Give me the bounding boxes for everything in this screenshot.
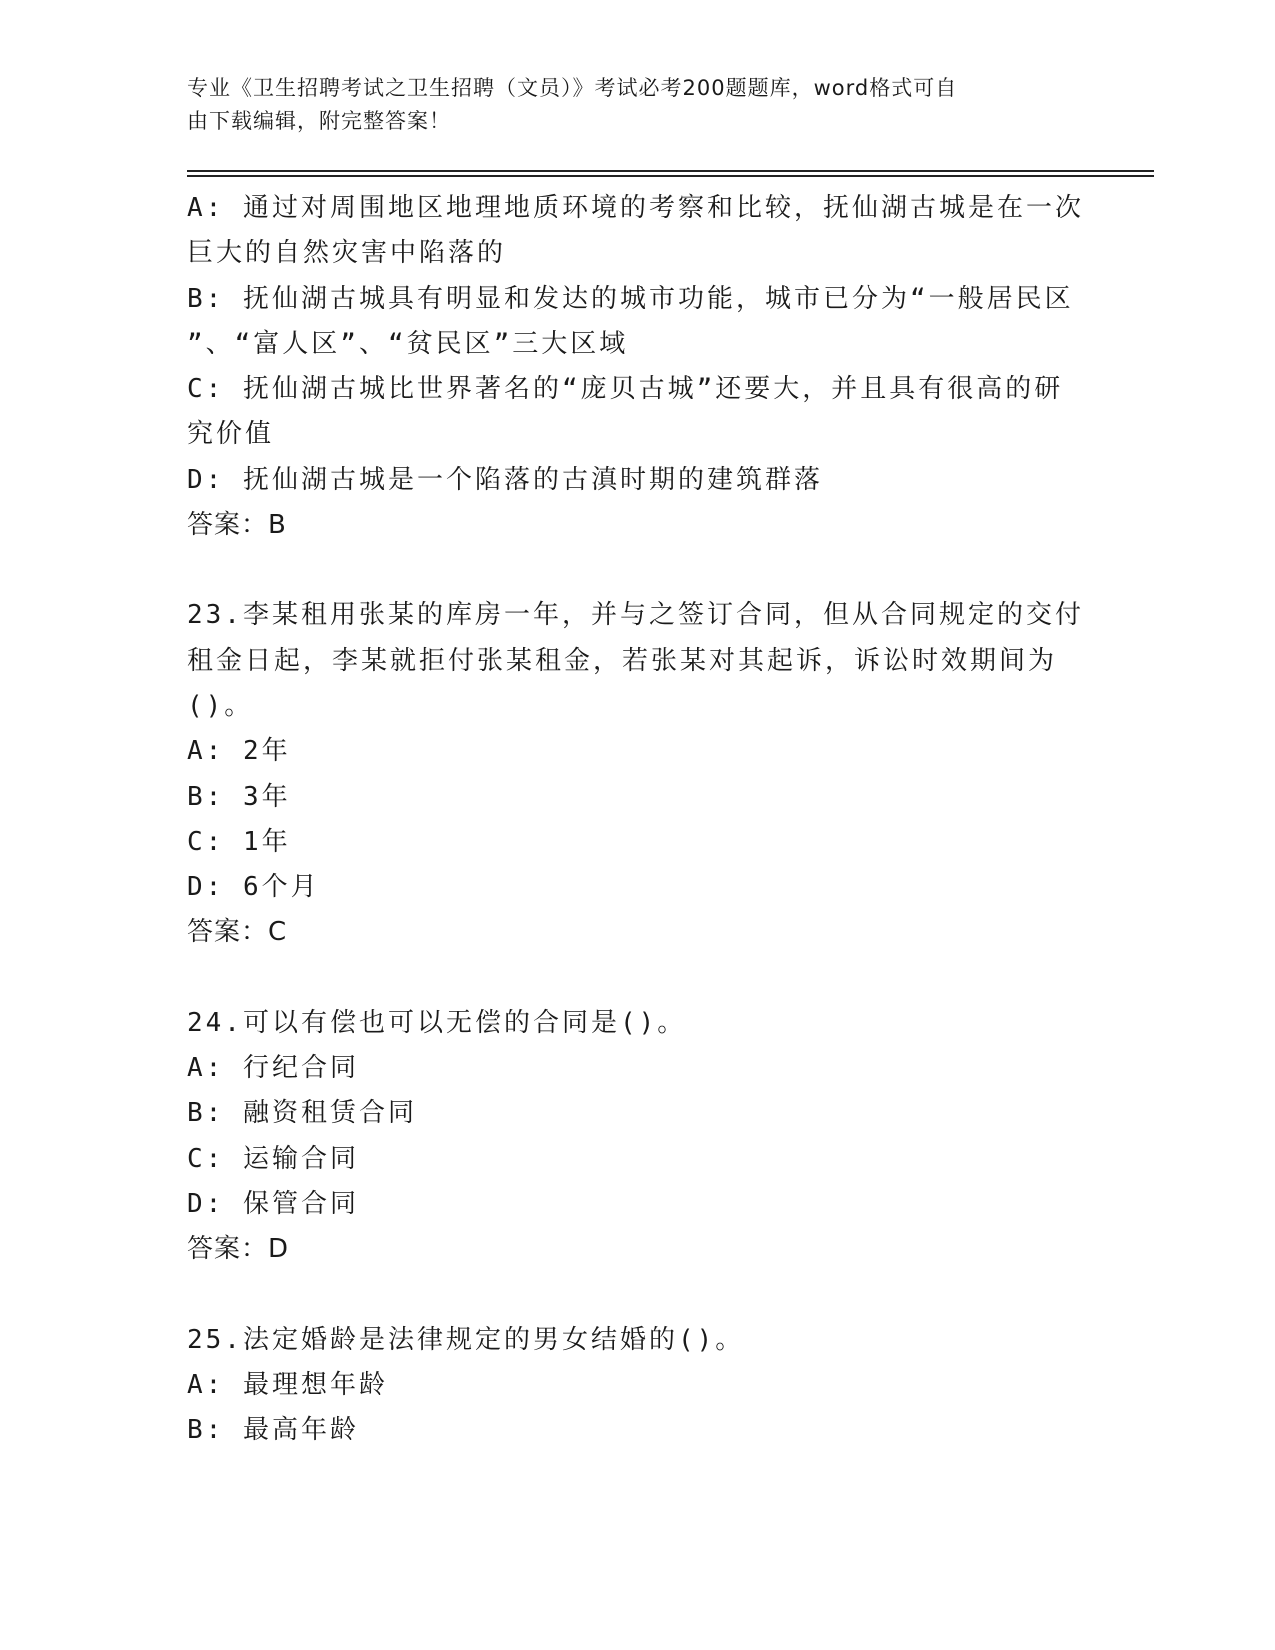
option-b: B: 融资租赁合同 [187, 1098, 417, 1129]
option-a: A: 行纪合同 [187, 1053, 359, 1084]
option-a: A: 最理想年龄 [187, 1369, 388, 1400]
option-b: B: 最高年龄 [187, 1415, 359, 1446]
question-24 [187, 1001, 1087, 1273]
option-d: D: 保管合同 [187, 1188, 359, 1219]
header-divider-top [187, 170, 1154, 172]
document-header [187, 72, 1067, 138]
option-b-line-1: B: 抚仙湖古城具有明显和发达的城市功能，城市已分为“一般居民区 [187, 283, 1074, 314]
header-line-1: 专业《卫生招聘考试之卫生招聘（文员）》考试必考200题题库，word格式可自 [187, 76, 958, 100]
question-text: 25.法定婚龄是法律规定的男女结婚的()。 [187, 1324, 745, 1355]
question-25 [187, 1318, 1087, 1454]
option-a: A: 2年 [187, 736, 291, 767]
option-d: D: 6个月 [187, 872, 320, 903]
option-c-line-1: C: 抚仙湖古城比世界著名的“庞贝古城”还要大，并且具有很高的研 [187, 374, 1064, 405]
option-a-line-2: 巨大的自然灾害中陷落的 [187, 238, 507, 269]
question-text: 24.可以有偿也可以无偿的合同是()。 [187, 1007, 687, 1038]
question-list [187, 186, 1087, 1453]
spacer [187, 1273, 1087, 1318]
option-c-line-2: 究价值 [187, 419, 275, 450]
answer: 答案：B [187, 510, 287, 541]
option-a-line-1: A: 通过对周围地区地理地质环境的考察和比较，抚仙湖古城是在一次 [187, 193, 1084, 223]
question-text-line-3: ()。 [187, 690, 254, 721]
question-text-line-1: 23.李某租用张某的库房一年，并与之签订合同，但从合同规定的交付 [187, 600, 1084, 631]
spacer [187, 548, 1087, 593]
header-divider-bottom [187, 175, 1154, 177]
option-c: C: 1年 [187, 826, 291, 857]
question-text-line-2: 租金日起，李某就拒付张某租金，若张某对其起诉，诉讼时效期间为 [187, 645, 1058, 676]
header-line-2: 由下载编辑，附完整答案！ [187, 109, 451, 133]
question-23 [187, 593, 1087, 955]
answer: 答案：D [187, 1234, 290, 1265]
spacer [187, 956, 1087, 1001]
option-c: C: 运输合同 [187, 1143, 359, 1174]
option-d: D: 抚仙湖古城是一个陷落的古滇时期的建筑群落 [187, 464, 823, 495]
option-b: B: 3年 [187, 781, 291, 812]
answer: 答案：C [187, 917, 288, 948]
question-22-options [187, 186, 1087, 548]
option-b-line-2: ”、“富人区”、“贫民区”三大区域 [187, 328, 629, 359]
